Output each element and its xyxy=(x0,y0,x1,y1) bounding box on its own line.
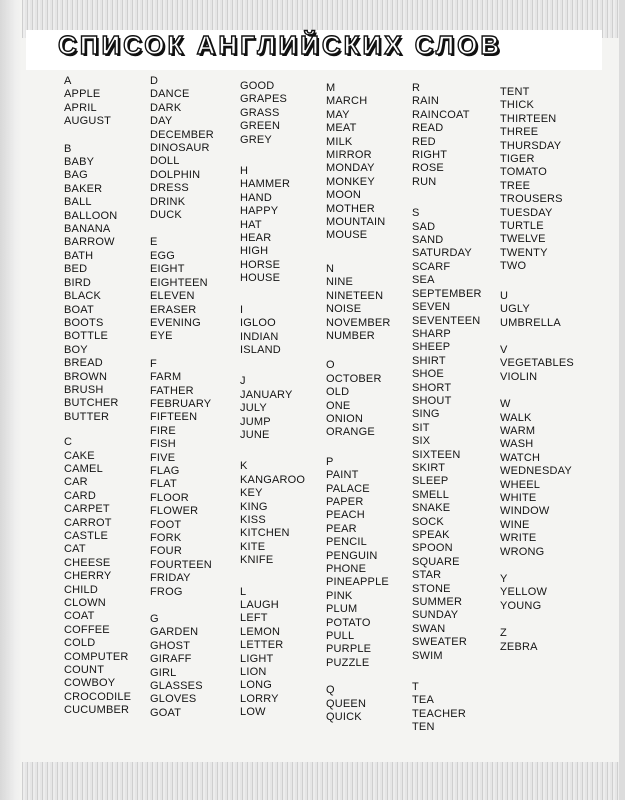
word-entry: SLEEP xyxy=(412,475,449,488)
letter-section xyxy=(64,75,131,129)
word-entry: KING xyxy=(240,500,268,513)
word-entry: FISH xyxy=(150,438,176,451)
word-entry: TOMATO xyxy=(500,166,548,179)
word-entry: PEAR xyxy=(326,522,357,535)
letter-section xyxy=(500,86,574,274)
word-entry: SIX xyxy=(412,435,431,448)
word-entry: KEY xyxy=(240,487,263,500)
word-entry: SEVEN xyxy=(412,301,451,314)
scan-edge-right xyxy=(619,0,625,800)
letter-section xyxy=(500,398,574,559)
word-entry: FLOOR xyxy=(150,491,189,504)
word-entry: GARDEN xyxy=(150,626,199,639)
word-column xyxy=(240,80,305,720)
word-entry: HAPPY xyxy=(240,205,279,218)
word-entry: DOLL xyxy=(150,155,180,168)
word-entry: FIFTEEN xyxy=(150,411,198,424)
word-entry: CHILD xyxy=(64,583,99,596)
word-entry: COUNT xyxy=(64,664,105,677)
word-entry: SIT xyxy=(412,421,430,434)
word-column xyxy=(150,75,214,720)
word-entry: CHEESE xyxy=(64,556,111,569)
word-entry: GLASSES xyxy=(150,680,203,693)
word-entry: CASTLE xyxy=(64,530,108,542)
section-letter: N xyxy=(326,262,335,275)
word-entry: PUZZLE xyxy=(326,656,370,669)
section-letter: P xyxy=(326,455,334,468)
word-entry: IGLOO xyxy=(240,317,276,330)
word-entry: DAY xyxy=(150,115,173,128)
section-letter: R xyxy=(412,82,421,94)
word-entry: SPOON xyxy=(412,542,453,555)
word-entry: MOON xyxy=(326,189,362,202)
word-entry: BOAT xyxy=(64,303,94,316)
word-entry: ORANGE xyxy=(326,426,375,439)
word-entry: TWO xyxy=(500,260,527,273)
letter-section xyxy=(326,456,391,671)
word-entry: PINK xyxy=(326,589,353,602)
word-entry: LEFT xyxy=(240,612,268,625)
word-entry: THICK xyxy=(500,99,534,112)
letter-section xyxy=(240,165,305,286)
word-entry: EGG xyxy=(150,249,176,262)
word-entry: BED xyxy=(64,263,88,276)
word-entry: DARK xyxy=(150,101,182,114)
word-entry: CARD xyxy=(64,489,96,502)
word-entry: TURTLE xyxy=(500,220,544,233)
word-entry: PEACH xyxy=(326,509,365,522)
word-entry: MAY xyxy=(326,108,350,121)
scan-edge-left xyxy=(0,0,22,800)
word-entry: BALLOON xyxy=(64,209,118,222)
word-entry: SHORT xyxy=(412,381,452,394)
word-entry: SHARP xyxy=(412,327,451,340)
word-entry: BROWN xyxy=(64,370,108,383)
word-entry: HORSE xyxy=(240,258,281,271)
word-entry: NINETEEN xyxy=(326,289,384,302)
word-entry: SWIM xyxy=(412,649,443,662)
word-entry: SWAN xyxy=(412,622,446,635)
letter-section xyxy=(326,359,391,439)
letter-section xyxy=(412,207,482,663)
letter-section xyxy=(412,681,482,735)
word-entry: BALL xyxy=(64,196,92,209)
word-entry: GRAPES xyxy=(240,93,288,106)
word-entry: SHIRT xyxy=(412,354,446,367)
word-entry: FLAT xyxy=(150,478,177,491)
letter-section xyxy=(500,290,574,330)
word-entry: VIOLIN xyxy=(500,370,538,383)
section-letter: Z xyxy=(500,627,507,640)
word-entry: GIRAFF xyxy=(150,653,192,666)
word-entry: WHEEL xyxy=(500,478,541,491)
word-entry: PLUM xyxy=(326,603,358,616)
word-entry: LETTER xyxy=(240,639,284,652)
word-entry: SHEEP xyxy=(412,341,451,354)
word-entry: MEAT xyxy=(326,122,357,135)
word-entry: CHERRY xyxy=(64,570,112,583)
word-entry: YELLOW xyxy=(500,586,548,599)
word-entry: APRIL xyxy=(64,101,97,114)
word-entry: JULY xyxy=(240,402,267,415)
word-entry: FLOWER xyxy=(150,505,199,518)
word-entry: ERASER xyxy=(150,303,197,316)
section-letter: T xyxy=(412,681,419,694)
word-entry: KITCHEN xyxy=(240,527,290,540)
word-entry: GREEN xyxy=(240,120,281,133)
word-entry: BOY xyxy=(64,343,88,356)
word-entry: FATHER xyxy=(150,384,194,397)
word-entry: SWEATER xyxy=(412,636,467,649)
letter-section xyxy=(150,358,214,599)
word-entry: SOCK xyxy=(412,515,444,528)
word-column xyxy=(326,82,391,724)
word-entry: BAG xyxy=(64,169,88,182)
word-column xyxy=(500,86,574,654)
word-entry: SAND xyxy=(412,234,444,247)
word-entry: LONG xyxy=(240,679,272,692)
word-entry: QUICK xyxy=(326,711,362,724)
word-entry: WARM xyxy=(500,424,536,437)
word-entry: COAT xyxy=(64,610,95,623)
letter-section xyxy=(500,573,574,613)
word-entry: GOAT xyxy=(150,706,182,719)
word-entry: PAINT xyxy=(326,469,359,482)
word-entry: NINE xyxy=(326,276,354,289)
word-entry: WHITE xyxy=(500,491,537,504)
word-entry: ELEVEN xyxy=(150,290,195,303)
word-entry: HEAR xyxy=(240,232,272,245)
letter-section xyxy=(326,82,391,243)
word-entry: GREY xyxy=(240,133,272,146)
word-entry: MIRROR xyxy=(326,149,372,162)
word-entry: SQUARE xyxy=(412,555,460,568)
word-entry: SPEAK xyxy=(412,529,450,541)
word-entry: PURPLE xyxy=(326,643,372,656)
word-entry: EIGHTEEN xyxy=(150,276,208,289)
word-entry: GRASS xyxy=(240,106,280,119)
word-entry: UMBRELLA xyxy=(500,316,561,329)
word-entry: MOUSE xyxy=(326,229,368,242)
letter-section xyxy=(150,236,214,343)
word-entry: EYE xyxy=(150,330,173,343)
section-letter: I xyxy=(240,303,244,316)
word-entry: PALACE xyxy=(326,482,370,495)
word-entry: ROSE xyxy=(412,162,444,175)
word-entry: RUN xyxy=(412,175,437,188)
word-entry: TROUSERS xyxy=(500,193,563,206)
letter-section xyxy=(240,460,305,567)
word-entry: HOUSE xyxy=(240,272,281,285)
word-entry: FROG xyxy=(150,585,183,598)
word-entry: DOLPHIN xyxy=(150,168,201,181)
letter-section xyxy=(500,344,574,384)
word-entry: READ xyxy=(412,122,444,135)
word-entry: VEGETABLES xyxy=(500,357,574,370)
word-entry: OCTOBER xyxy=(326,372,382,385)
word-entry: BREAD xyxy=(64,357,103,370)
word-entry: JANUARY xyxy=(240,388,293,401)
word-entry: FEBRUARY xyxy=(150,397,212,410)
word-entry: BUTCHER xyxy=(64,397,119,410)
word-entry: FIVE xyxy=(150,451,176,464)
section-letter: A xyxy=(64,75,72,87)
word-entry: ZEBRA xyxy=(500,640,538,653)
scan-border-bottom xyxy=(0,762,625,800)
word-entry: LORRY xyxy=(240,692,279,705)
section-letter: D xyxy=(150,75,159,87)
word-entry: BAKER xyxy=(64,182,103,195)
word-entry: WINE xyxy=(500,518,530,531)
word-entry: SATURDAY xyxy=(412,247,472,260)
word-entry: CUCUMBER xyxy=(64,704,130,717)
word-entry: THREE xyxy=(500,126,539,139)
section-letter: E xyxy=(150,236,158,249)
word-entry: TEN xyxy=(412,721,435,734)
word-entry: BUTTER xyxy=(64,410,110,423)
word-entry: BOTTLE xyxy=(64,330,108,343)
word-entry: LEMON xyxy=(240,625,281,638)
word-entry: GIRL xyxy=(150,666,177,679)
word-entry: FOUR xyxy=(150,545,182,558)
word-entry: FORK xyxy=(150,532,182,544)
word-entry: ONION xyxy=(326,412,364,425)
word-entry: PENCIL xyxy=(326,536,367,549)
word-entry: PENGUIN xyxy=(326,549,378,562)
word-entry: BIRD xyxy=(64,276,92,289)
word-entry: WASH xyxy=(500,438,534,451)
word-entry: OLD xyxy=(326,386,350,399)
section-letter: O xyxy=(326,359,335,372)
word-entry: BRUSH xyxy=(64,383,104,396)
word-entry: WATCH xyxy=(500,451,541,464)
letter-section xyxy=(150,613,214,720)
word-entry: BANANA xyxy=(64,223,111,236)
word-entry: INDIAN xyxy=(240,330,279,343)
word-entry: HAMMER xyxy=(240,178,291,191)
word-entry: KANGAROO xyxy=(240,473,306,486)
word-entry: TWENTY xyxy=(500,246,548,259)
letter-section xyxy=(240,375,305,442)
word-entry: MILK xyxy=(326,135,353,148)
word-entry: TEA xyxy=(412,694,434,707)
letter-section xyxy=(326,263,391,343)
word-entry: FLAG xyxy=(150,464,180,477)
section-letter: F xyxy=(150,357,157,370)
word-entry: NUMBER xyxy=(326,329,375,342)
word-entry: SMELL xyxy=(412,488,450,501)
word-entry: SEVENTEEN xyxy=(412,314,481,327)
word-entry: WINDOW xyxy=(500,505,550,518)
word-entry: COMPUTER xyxy=(64,650,129,663)
word-entry: FOOT xyxy=(150,518,182,531)
word-entry: CARPET xyxy=(64,503,110,516)
word-entry: FRIDAY xyxy=(150,572,191,585)
word-entry: STAR xyxy=(412,569,442,582)
word-entry: GLOVES xyxy=(150,693,197,706)
section-letter: V xyxy=(500,343,508,356)
word-entry: SIXTEEN xyxy=(412,448,461,461)
word-entry: TEACHER xyxy=(412,707,466,720)
word-entry: HAND xyxy=(240,191,272,204)
word-entry: NOVEMBER xyxy=(326,316,391,329)
word-entry: FARM xyxy=(150,371,182,384)
word-entry: NOISE xyxy=(326,303,362,316)
word-entry: CAKE xyxy=(64,449,95,462)
word-entry: THIRTEEN xyxy=(500,112,557,125)
word-entry: GOOD xyxy=(240,80,275,92)
letter-section xyxy=(500,627,574,654)
letter-section xyxy=(64,436,131,718)
word-entry: SEPTEMBER xyxy=(412,287,482,300)
section-letter: K xyxy=(240,460,248,473)
word-entry: SKIRT xyxy=(412,461,446,474)
section-letter: Q xyxy=(326,684,335,697)
word-entry: COFFEE xyxy=(64,623,110,636)
word-entry: SEA xyxy=(412,274,435,287)
word-entry: WRITE xyxy=(500,532,537,545)
section-letter: C xyxy=(64,436,73,449)
word-entry: MOTHER xyxy=(326,202,375,215)
word-entry: AUGUST xyxy=(64,115,112,128)
word-entry: SUMMER xyxy=(412,596,463,609)
word-entry: JUNE xyxy=(240,428,270,441)
word-entry: RAIN xyxy=(412,95,440,108)
word-entry: DANCE xyxy=(150,88,190,101)
section-letter: J xyxy=(240,375,246,388)
word-entry: HIGH xyxy=(240,245,269,258)
word-entry: TREE xyxy=(500,179,531,192)
word-entry: SHOE xyxy=(412,368,444,381)
word-entry: RAINCOAT xyxy=(412,108,470,121)
word-entry: WALK xyxy=(500,411,532,424)
word-entry: TENT xyxy=(500,86,530,98)
word-entry: FOURTEEN xyxy=(150,558,212,571)
word-entry: QUEEN xyxy=(326,697,367,710)
word-entry: KNIFE xyxy=(240,554,274,567)
word-entry: KISS xyxy=(240,513,266,526)
word-entry: SNAKE xyxy=(412,502,451,515)
word-entry: CAR xyxy=(64,476,88,489)
word-entry: SING xyxy=(412,408,440,421)
word-entry: MONKEY xyxy=(326,175,375,188)
word-column xyxy=(64,75,131,718)
section-letter: S xyxy=(412,207,420,220)
word-entry: KITE xyxy=(240,540,266,553)
letter-section xyxy=(326,684,391,724)
word-entry: WRONG xyxy=(500,545,545,558)
word-entry: GHOST xyxy=(150,639,191,652)
word-entry: BATH xyxy=(64,249,94,262)
word-entry: UGLY xyxy=(500,303,530,316)
section-letter: M xyxy=(326,82,336,94)
word-entry: SCARF xyxy=(412,260,451,273)
letter-section xyxy=(240,80,305,147)
letter-section xyxy=(240,304,305,358)
word-entry: BOOTS xyxy=(64,316,104,329)
word-entry: RED xyxy=(412,135,436,148)
word-entry: CAMEL xyxy=(64,462,103,475)
word-entry: SUNDAY xyxy=(412,609,459,622)
word-entry: DECEMBER xyxy=(150,128,214,141)
word-entry: BLACK xyxy=(64,290,102,303)
section-letter: U xyxy=(500,289,509,302)
word-entry: SHOUT xyxy=(412,394,452,407)
word-entry: MONDAY xyxy=(326,162,375,175)
word-entry: EIGHT xyxy=(150,263,185,276)
section-letter: W xyxy=(500,398,511,411)
letter-section xyxy=(412,82,482,189)
word-entry: TUESDAY xyxy=(500,206,553,219)
word-entry: WEDNESDAY xyxy=(500,465,572,478)
word-entry: YOUNG xyxy=(500,599,542,612)
word-entry: BARROW xyxy=(64,236,115,249)
word-entry: MARCH xyxy=(326,95,368,108)
word-entry: THURSDAY xyxy=(500,139,562,152)
word-entry: PINEAPPLE xyxy=(326,576,389,589)
word-entry: PHONE xyxy=(326,563,367,575)
word-entry: COLD xyxy=(64,637,96,650)
word-entry: CAT xyxy=(64,543,86,556)
letter-section xyxy=(64,143,131,425)
word-column xyxy=(412,82,482,735)
word-entry: LOW xyxy=(240,706,266,719)
word-entry: LION xyxy=(240,666,267,679)
word-entry: FIRE xyxy=(150,424,176,437)
word-entry: ISLAND xyxy=(240,343,281,356)
word-entry: STONE xyxy=(412,582,451,595)
word-entry: TWELVE xyxy=(500,233,546,246)
word-entry: ONE xyxy=(326,399,351,412)
word-entry: CLOWN xyxy=(64,597,106,610)
word-entry: RIGHT xyxy=(412,149,448,162)
word-entry: POTATO xyxy=(326,616,371,629)
page-title: СПИСОК АНГЛИЙСКИХ СЛОВ xyxy=(58,30,503,60)
word-entry: JUMP xyxy=(240,415,271,428)
letter-section xyxy=(240,586,305,720)
word-entry: COWBOY xyxy=(64,677,116,690)
section-letter: H xyxy=(240,165,249,178)
word-entry: CROCODILE xyxy=(64,690,132,703)
word-entry: SAD xyxy=(412,220,436,233)
word-entry: MOUNTAIN xyxy=(326,216,386,229)
word-entry: EVENING xyxy=(150,316,201,329)
word-entry: DRINK xyxy=(150,195,186,208)
word-entry: LAUGH xyxy=(240,599,279,611)
word-entry: BABY xyxy=(64,156,95,169)
section-letter: G xyxy=(150,613,159,626)
section-letter: L xyxy=(240,585,247,598)
word-entry: APPLE xyxy=(64,88,101,101)
word-entry: TIGER xyxy=(500,153,535,166)
word-entry: CARROT xyxy=(64,516,112,529)
word-entry: LIGHT xyxy=(240,652,274,665)
letter-section xyxy=(150,75,214,222)
word-entry: PULL xyxy=(326,630,355,643)
word-entry: DRESS xyxy=(150,182,189,195)
word-entry: HAT xyxy=(240,218,262,231)
section-letter: Y xyxy=(500,573,508,585)
section-letter: B xyxy=(64,142,72,155)
word-entry: DINOSAUR xyxy=(150,142,210,155)
word-entry: DUCK xyxy=(150,209,182,222)
word-entry: PAPER xyxy=(326,495,364,508)
